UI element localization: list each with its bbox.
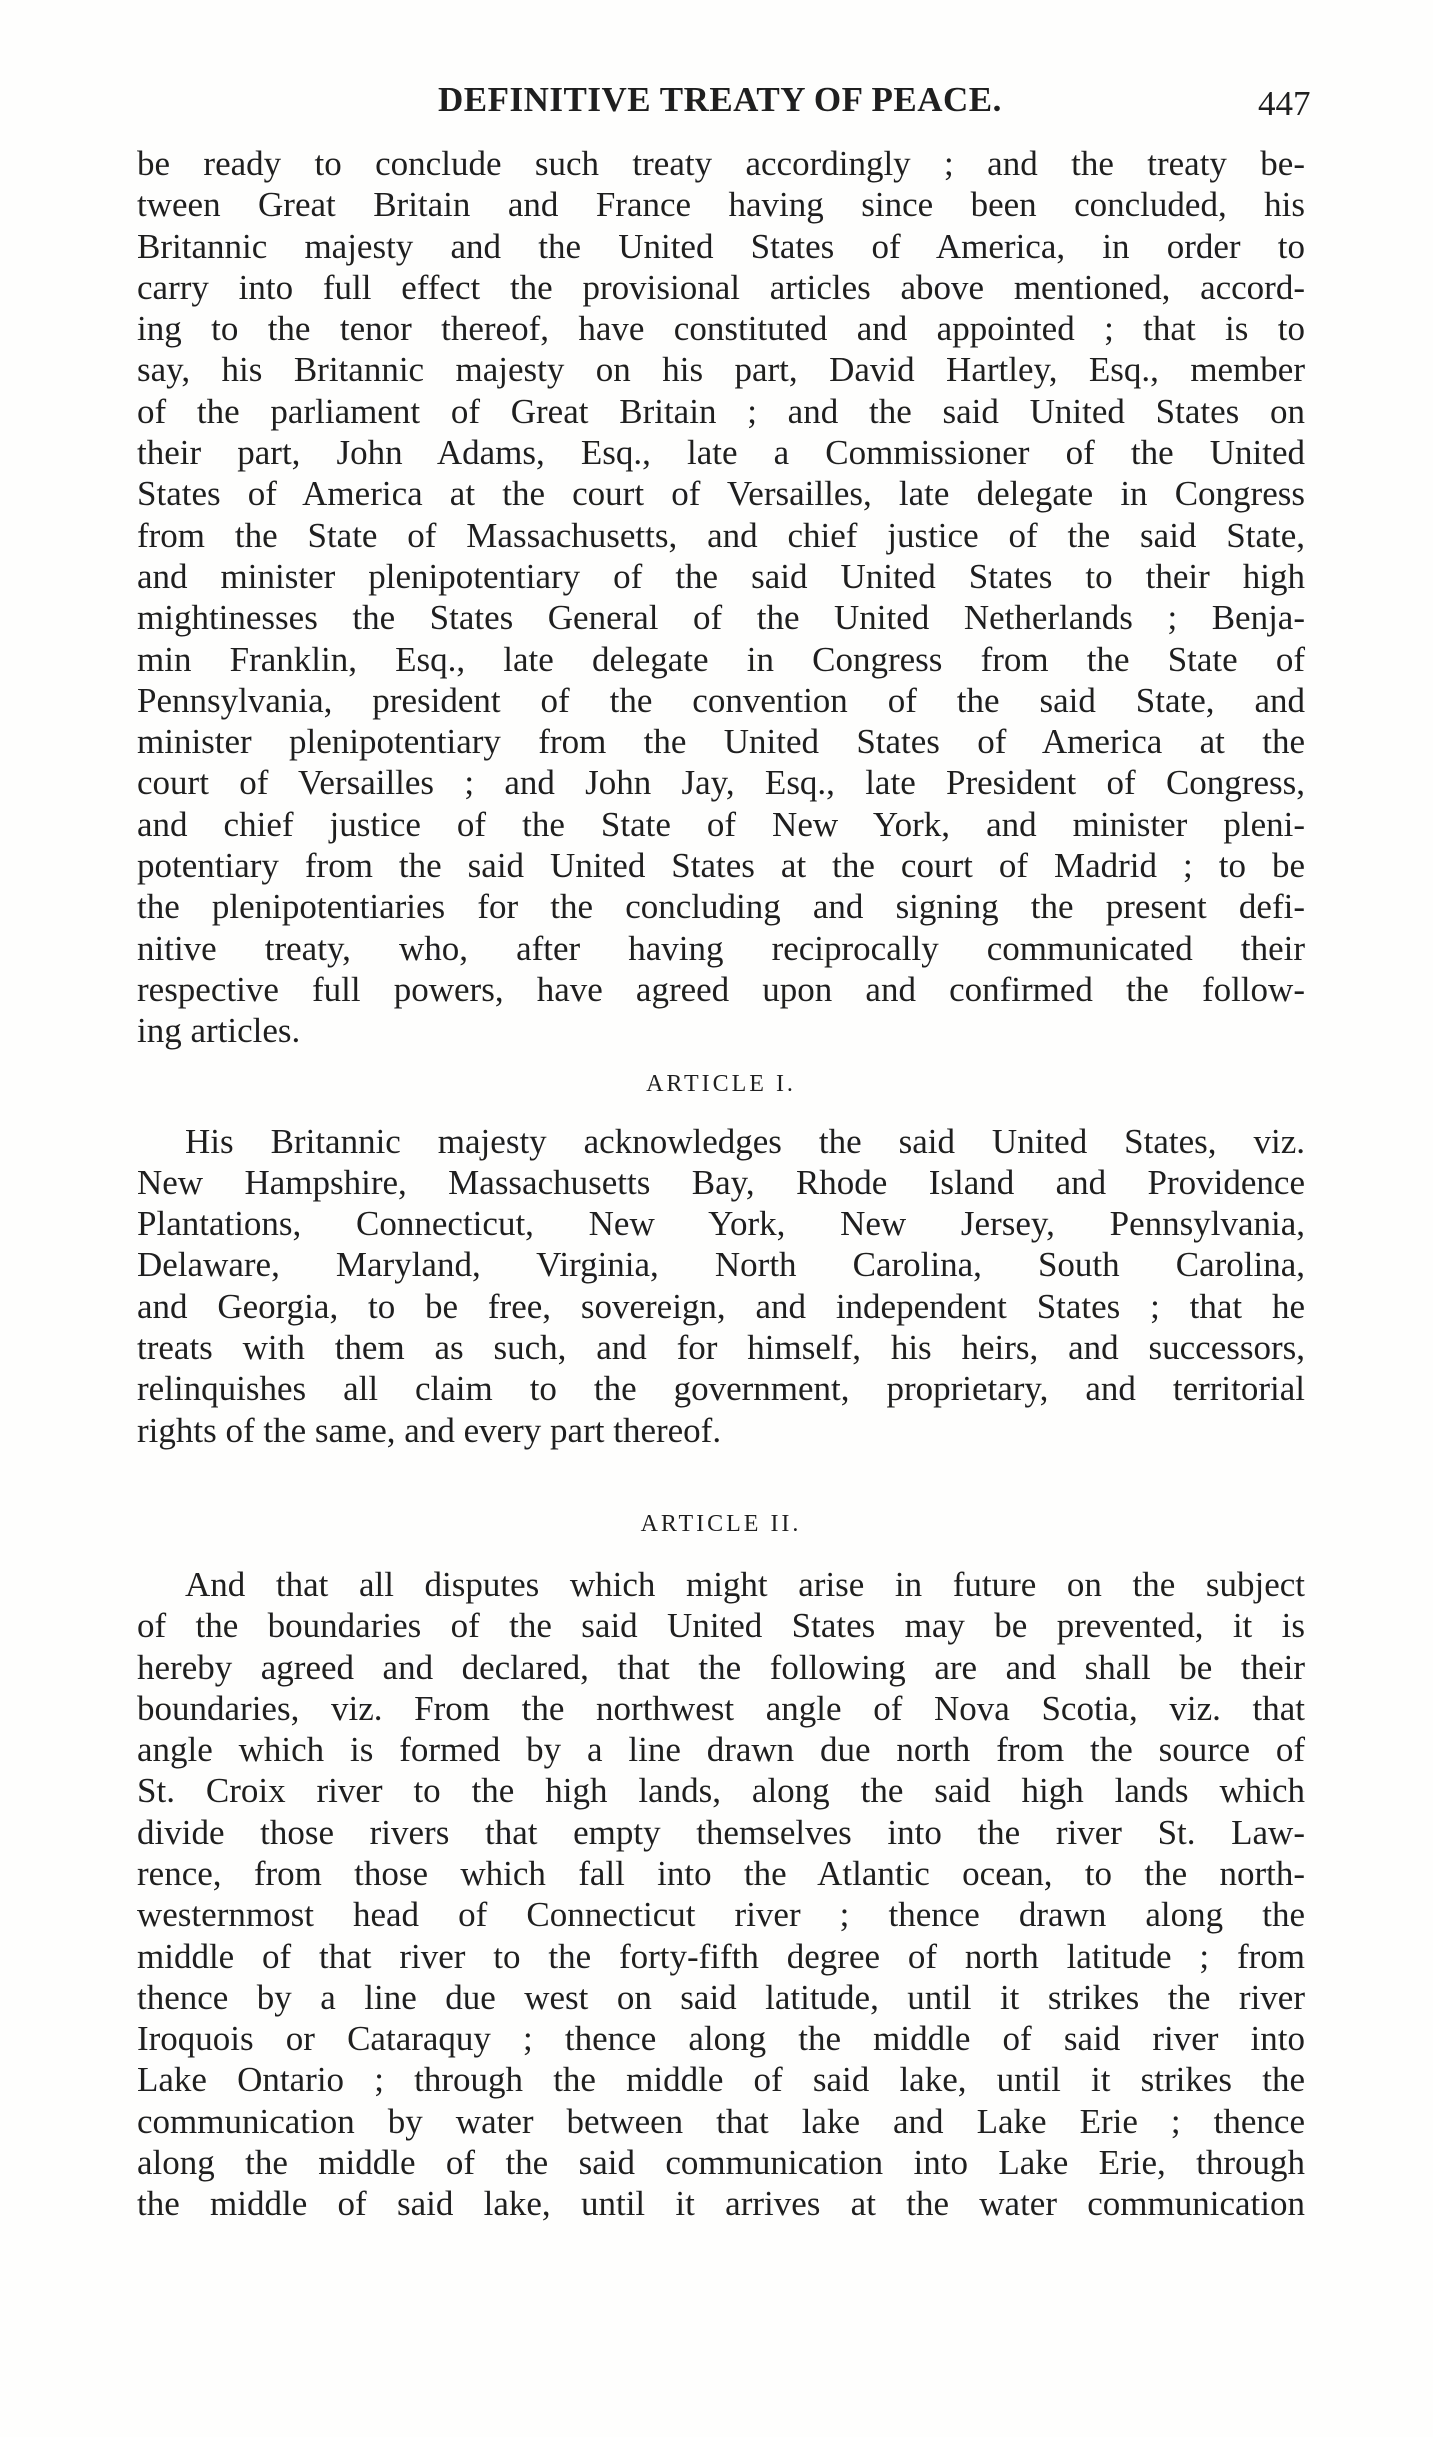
- page-number: 447: [1258, 84, 1311, 123]
- text-line: middle of that river to the forty-fifth degree of north latitude ; from: [137, 1936, 1305, 1976]
- text-line: Delaware, Maryland, Virginia, North Carolina, South Carolina,: [137, 1245, 1305, 1285]
- text-line: communication by water between that lake and Lake Erie ; thence: [137, 2101, 1305, 2141]
- text-line: and Georgia, to be free, sovereign, and independent States ; that he: [137, 1286, 1305, 1326]
- text-line: the middle of said lake, until it arrives at the water communication: [137, 2184, 1305, 2224]
- article-2-heading: ARTICLE II.: [640, 1510, 802, 1537]
- text-line: mightinesses the States General of the United Netherlands ; Benja-: [137, 598, 1305, 638]
- text-line: divide those rivers that empty themselves into the river St. Law-: [137, 1812, 1305, 1852]
- text-line: be ready to conclude such treaty accordingly ; and the treaty be-: [137, 144, 1305, 183]
- text-line: St. Croix river to the high lands, along the said high lands which: [137, 1771, 1305, 1811]
- text-line: and chief justice of the State of New York, and minister pleni-: [137, 804, 1305, 844]
- text-line: ing to the tenor thereof, have constituted and appointed ; that is to: [137, 309, 1305, 349]
- article-1-paragraph: [137, 1121, 1305, 1451]
- text-line: rights of the same, and every part thereof.: [137, 1410, 722, 1450]
- text-line: relinquishes all claim to the government, proprietary, and territorial: [137, 1369, 1305, 1409]
- running-head: [0, 80, 1433, 130]
- text-line: and minister plenipotentiary of the said United States to their high: [137, 556, 1305, 596]
- text-line: Plantations, Connecticut, New York, New Jersey, Pennsylvania,: [137, 1204, 1305, 1244]
- text-line: Britannic majesty and the United States of America, in order to: [137, 226, 1305, 266]
- text-line: nitive treaty, who, after having reciprocally communicated their: [137, 928, 1305, 968]
- text-line: the plenipotentiaries for the concluding and signing the present defi-: [137, 887, 1305, 927]
- text-line: of the parliament of Great Britain ; and the said United States on: [137, 391, 1305, 431]
- text-line: States of America at the court of Versailles, late delegate in Congress: [137, 474, 1305, 514]
- text-line: rence, from those which fall into the Atlantic ocean, to the north-: [137, 1853, 1305, 1893]
- text-line: Iroquois or Cataraquy ; thence along the middle of said river into: [137, 2019, 1305, 2059]
- text-line: minister plenipotentiary from the United States of America at the: [137, 722, 1305, 762]
- text-line: boundaries, viz. From the northwest angle of Nova Scotia, viz. that: [137, 1688, 1305, 1728]
- text-line: treats with them as such, and for himself, his heirs, and successors,: [137, 1328, 1305, 1368]
- text-line: carry into full effect the provisional articles above mentioned, accord-: [137, 267, 1305, 307]
- text-line: potentiary from the said United States at the court of Madrid ; to be: [137, 846, 1305, 886]
- text-line: angle which is formed by a line drawn due north from the source of: [137, 1730, 1305, 1770]
- text-line: min Franklin, Esq., late delegate in Congress from the State of: [137, 639, 1305, 679]
- text-line: court of Versailles ; and John Jay, Esq., late President of Congress,: [137, 763, 1305, 803]
- body-text: [137, 143, 1305, 2225]
- running-title: DEFINITIVE TREATY OF PEACE.: [438, 80, 1002, 119]
- text-line: thence by a line due west on said latitude, until it strikes the river: [137, 1977, 1305, 2017]
- text-line: from the State of Massachusetts, and chief justice of the said State,: [137, 515, 1305, 555]
- text-line: tween Great Britain and France having since been concluded, his: [137, 185, 1305, 225]
- text-line: And that all disputes which might arise in future on the subject: [185, 1564, 1305, 1604]
- text-line: New Hampshire, Massachusetts Bay, Rhode Island and Providence: [137, 1162, 1305, 1202]
- text-line: hereby agreed and declared, that the following are and shall be their: [137, 1647, 1305, 1687]
- opening-paragraph: [137, 143, 1305, 1052]
- text-line: along the middle of the said communication into Lake Erie, through: [137, 2143, 1305, 2183]
- text-line: their part, John Adams, Esq., late a Commissioner of the United: [137, 433, 1305, 473]
- text-line: ing articles.: [137, 1011, 301, 1051]
- article-1-heading: ARTICLE I.: [646, 1070, 796, 1097]
- article-2-paragraph: [137, 1564, 1305, 2225]
- text-line: Lake Ontario ; through the middle of said lake, until it strikes the: [137, 2060, 1305, 2100]
- text-line: Pennsylvania, president of the convention of the said State, and: [137, 680, 1305, 720]
- text-line: say, his Britannic majesty on his part, David Hartley, Esq., member: [137, 350, 1305, 390]
- text-line: respective full powers, have agreed upon and confirmed the follow-: [137, 969, 1305, 1009]
- text-line: westernmost head of Connecticut river ; thence drawn along the: [137, 1895, 1305, 1935]
- text-line: of the boundaries of the said United States may be prevented, it is: [137, 1606, 1305, 1646]
- text-line: His Britannic majesty acknowledges the said United States, viz.: [185, 1121, 1305, 1161]
